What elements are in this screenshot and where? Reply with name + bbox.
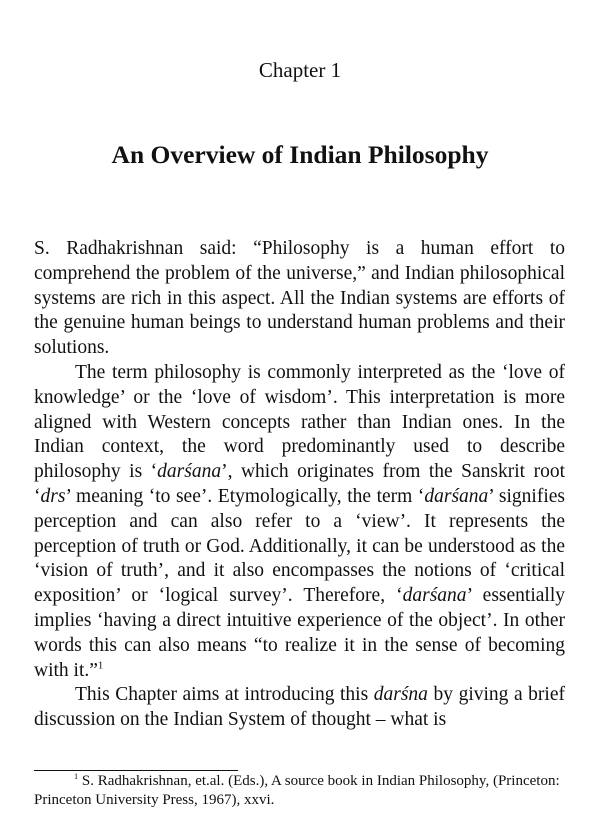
chapter-number: Chapter 1 [258, 58, 342, 82]
text-run: The term philosophy is commonly interpreted as the ‘love of knowledge’ or the ‘love of wisdom’. This interpretation is more aligned with Western concepts rather than Indian ones. In the Indian context, the word predominantly used to describe philosophy is ‘ [34, 361, 565, 483]
footnote-text [34, 772, 565, 810]
italic-term: darśna [373, 684, 428, 706]
footnote-divider [34, 770, 238, 771]
italic-term: drs [40, 485, 66, 507]
text-run: by giving a brief discussion on the Indian System of thought – what is [34, 684, 565, 731]
text-run: (Princeton: Princeton University Press, 1967), xxvi. [34, 773, 560, 808]
italic-term: darśana [157, 461, 222, 483]
text-run: ’ meaning ‘to see’. Etymologically, the term ‘ [65, 485, 425, 507]
text-run: (Eds.), [224, 773, 272, 789]
footnote [34, 772, 565, 810]
text-run: ’ essentially implies ‘having a direct intuitive experience of the object’. In other words this can also means “to realize it in the sense of becoming with it.” [34, 585, 565, 681]
paragraph-2 [34, 361, 565, 683]
italic-term: darśana [402, 585, 467, 607]
paragraph-3 [34, 683, 565, 733]
italic-term: et.al. [195, 773, 225, 789]
footnote-number: 1 [74, 772, 79, 781]
text-run: S. Radhakrishnan, [78, 773, 196, 789]
book-title: A source book in Indian Philosophy, [271, 773, 490, 789]
paragraph-1: S. Radhakrishnan said: “Philosophy is a human effort to comprehend the problem of the universe,” and Indian philosophical systems are rich in this aspect. All the Indian systems are efforts of the genuine human beings to understand human problems and their solutions. [34, 238, 565, 359]
body-text [34, 237, 565, 733]
footnote-reference[interactable]: 1 [97, 659, 104, 672]
text-run: This Chapter aims at introducing this [75, 684, 374, 706]
chapter-title: An Overview of Indian Philosophy [111, 140, 489, 169]
text-run: ’, which originates from the Sanskrit root ‘ [34, 461, 565, 507]
italic-term: darśana [424, 485, 489, 507]
text-run: ’ signifies perception and can also refer to a ‘view’. It represents the perception of truth or God. Additionally, it can be understood as the ‘vision of truth’, and it also encompasses the notions of ‘critical exposition’ or ‘logical survey’. Therefore, ‘ [34, 485, 565, 607]
